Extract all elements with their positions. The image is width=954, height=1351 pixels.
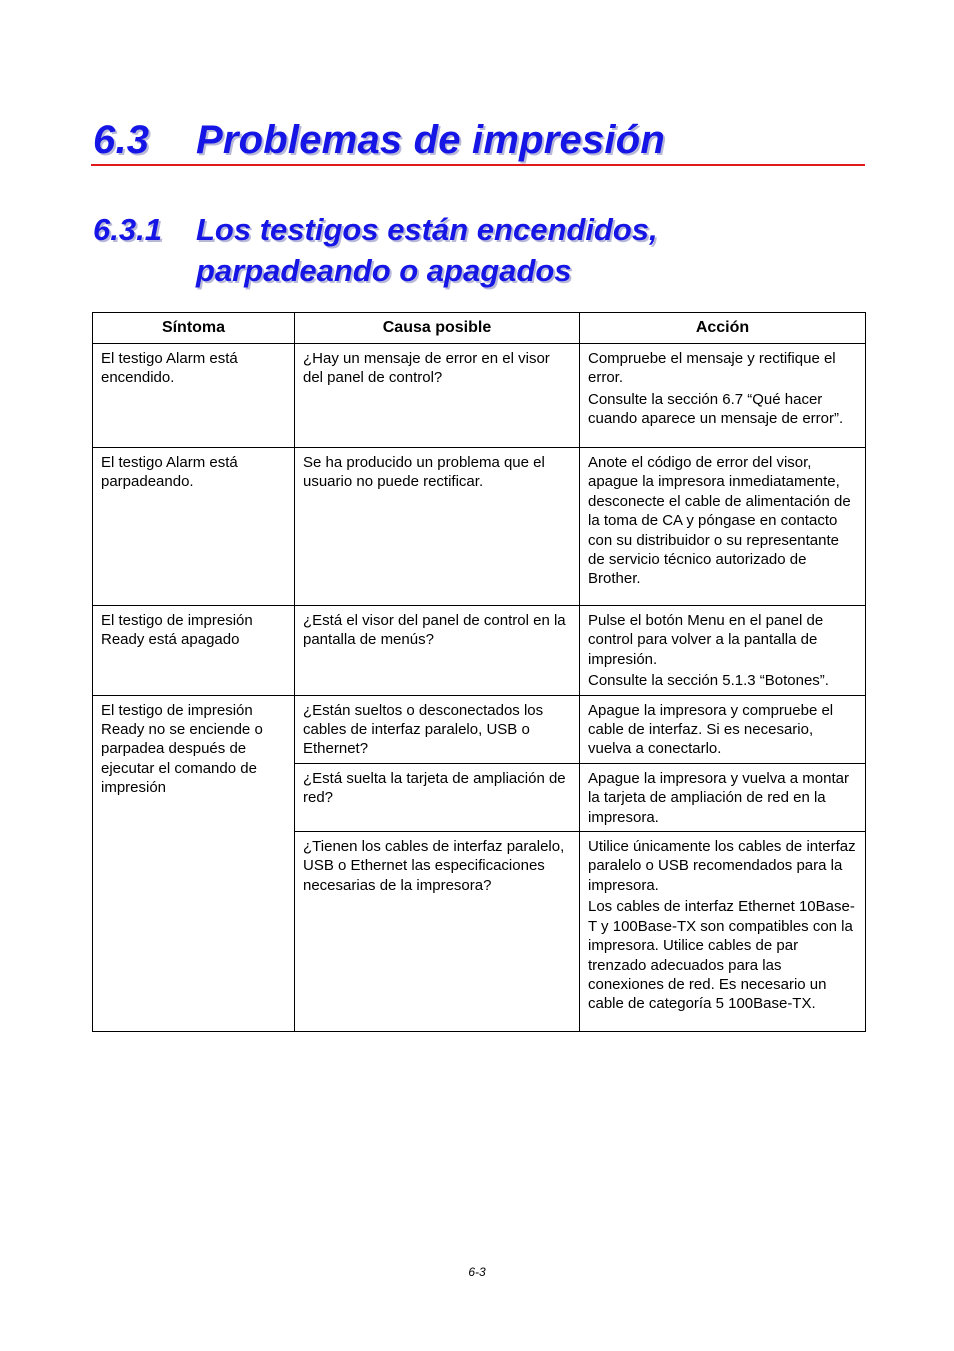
action-text: Los cables de interfaz Ethernet 10Base-T y 100Base-TX son compatibles con la impresora. Utilice cables de par trenzado adecuados para las conexiones de red. Es necesario un cable de categoría 5 100Base-TX.	[588, 898, 855, 1013]
subsection-number: 6.3.1	[93, 212, 162, 247]
subsection-heading	[93, 209, 658, 291]
action-text: Compruebe el mensaje y rectifique el error.	[588, 350, 836, 387]
cause-cell: Se ha producido un problema que el usuario no puede rectificar.	[295, 448, 580, 606]
cause-cell: ¿Están sueltos o desconectados los cables de interfaz paralelo, USB o Ethernet?	[295, 695, 580, 763]
table-header-row	[93, 313, 866, 344]
section-number: 6.3	[93, 118, 150, 162]
action-text: Apague la impresora y compruebe el cable de interfaz. Si es necesario, vuelva a conectarlo.	[588, 701, 834, 758]
action-text: Utilice únicamente los cables de interfaz paralelo o USB recomendados para la impresora.	[588, 838, 856, 894]
troubleshooting-table	[92, 312, 866, 1032]
symptom-cell: El testigo de impresión Ready está apagado	[93, 606, 295, 696]
action-text: Pulse el botón Menu en el panel de control para volver a la pantalla de impresión.	[588, 612, 824, 668]
symptom-cell: El testigo de impresión Ready no se enciende o parpadea después de ejecutar el comando de impresión	[93, 695, 295, 1031]
action-text: Anote el código de error del visor, apague la impresora inmediatamente, desconecte el cable de alimentación de la toma de CA y póngase en contacto con su distribuidor o su representante de servicio técnico autorizado de Brother.	[588, 454, 851, 588]
action-cell	[580, 448, 866, 606]
action-text: Apague la impresora y vuelva a montar la tarjeta de ampliación de red en la impresora.	[588, 769, 849, 826]
subsection-title-line2: parpadeando o apagados	[196, 253, 572, 288]
table-row	[93, 344, 866, 448]
heading-rule	[91, 164, 865, 166]
action-cell	[580, 344, 866, 448]
section-heading	[93, 118, 665, 163]
action-cell	[580, 695, 866, 763]
action-cell	[580, 832, 866, 1032]
symptom-cell: El testigo Alarm está encendido.	[93, 344, 295, 448]
table-row	[93, 695, 866, 763]
action-cell	[580, 606, 866, 696]
section-title: Problemas de impresión	[196, 118, 665, 162]
action-cell	[580, 763, 866, 831]
cause-cell: ¿Está suelta la tarjeta de ampliación de red?	[295, 763, 580, 831]
symptom-cell: El testigo Alarm está parpadeando.	[93, 448, 295, 606]
cause-cell: ¿Hay un mensaje de error en el visor del panel de control?	[295, 344, 580, 448]
subsection-title-line1: Los testigos están encendidos,	[196, 212, 658, 247]
table-row	[93, 606, 866, 696]
cause-cell: ¿Tienen los cables de interfaz paralelo, USB o Ethernet las especificaciones necesarias de la impresora?	[295, 832, 580, 1032]
header-cause: Causa posible	[295, 313, 580, 344]
cause-cell: ¿Está el visor del panel de control en la pantalla de menús?	[295, 606, 580, 696]
action-text: Consulte la sección 5.1.3 “Botones”.	[588, 672, 829, 690]
action-text: Consulte la sección 6.7 “Qué hacer cuando aparece un mensaje de error”.	[588, 390, 844, 428]
header-action: Acción	[580, 313, 866, 344]
table-row	[93, 448, 866, 606]
header-symptom: Síntoma	[93, 313, 295, 344]
page-number: 6-3	[468, 1265, 486, 1279]
